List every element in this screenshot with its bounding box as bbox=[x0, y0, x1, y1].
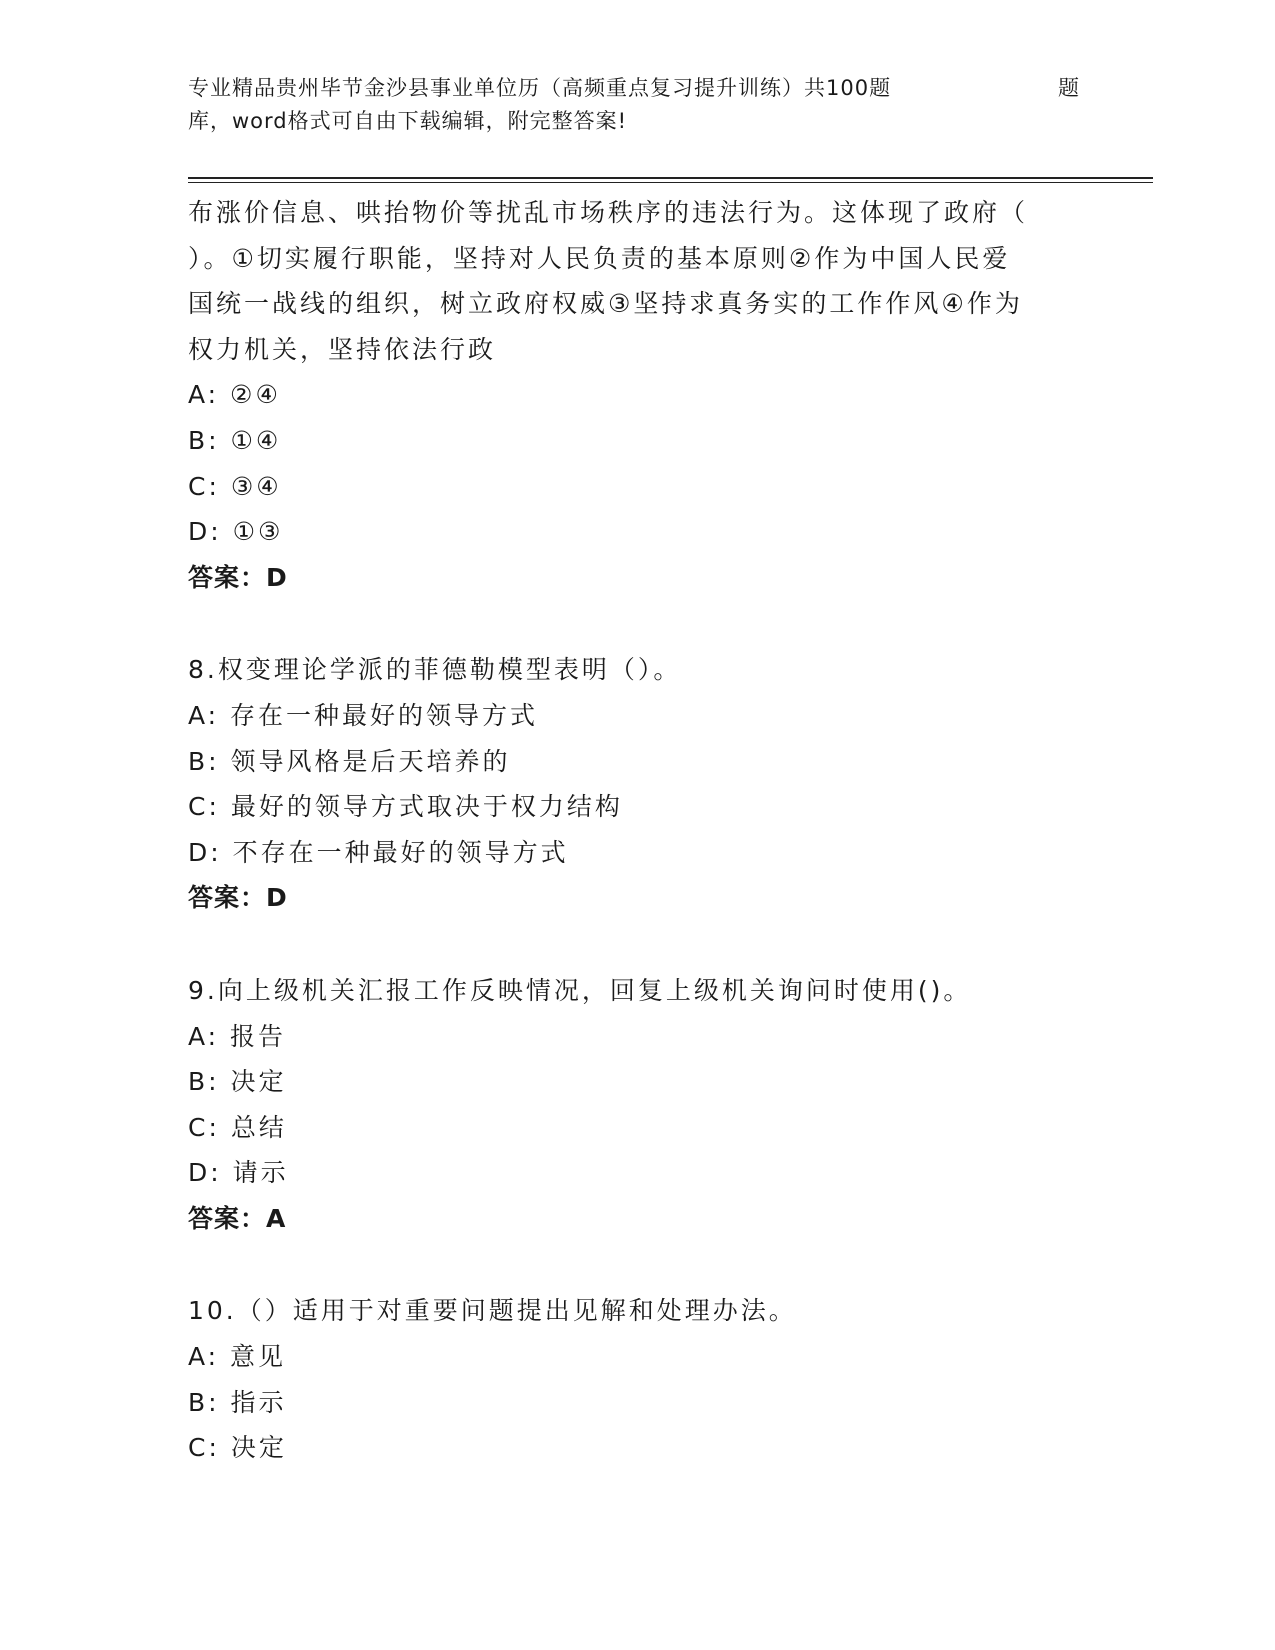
option-c: C: 总结 bbox=[188, 1112, 287, 1142]
question-7 bbox=[188, 190, 1088, 600]
answer-text: 答案：D bbox=[188, 562, 288, 592]
header-divider-thick bbox=[188, 177, 1153, 179]
option-b: B: 指示 bbox=[188, 1387, 287, 1417]
option-c: C: ③④ bbox=[188, 471, 282, 501]
page-header bbox=[188, 72, 1088, 138]
header-line-2: 库，word格式可自由下载编辑，附完整答案! bbox=[188, 109, 628, 133]
answer-text: 答案：A bbox=[188, 1203, 287, 1233]
option-c: C: 最好的领导方式取决于权力结构 bbox=[188, 792, 623, 822]
option-a: A: 意见 bbox=[188, 1342, 287, 1372]
question-title: 8.权变理论学派的菲德勒模型表明（）。 bbox=[188, 655, 682, 685]
document-body bbox=[188, 190, 1088, 1516]
option-c: C: 决定 bbox=[188, 1433, 287, 1463]
option-b: B: 决定 bbox=[188, 1067, 287, 1097]
option-d: D: 不存在一种最好的领导方式 bbox=[188, 837, 569, 867]
question-stem-line: 权力机关，坚持依法行政 bbox=[188, 334, 497, 364]
question-title: 9.向上级机关汇报工作反映情况，回复上级机关询问时使用()。 bbox=[188, 975, 972, 1005]
question-8 bbox=[188, 647, 1088, 921]
option-d: D: 请示 bbox=[188, 1158, 289, 1188]
question-stem-line: 国统一战线的组织，树立政府权威③坚持求真务实的工作作风④作为 bbox=[188, 289, 1023, 319]
question-title: 10.（）适用于对重要问题提出见解和处理办法。 bbox=[188, 1296, 797, 1326]
option-a: A: 存在一种最好的领导方式 bbox=[188, 700, 539, 730]
header-line-1-tail: 题 bbox=[1058, 76, 1080, 100]
option-b: B: 领导风格是后天培养的 bbox=[188, 746, 511, 776]
question-stem-line: 布涨价信息、哄抬物价等扰乱市场秩序的违法行为。这体现了政府（ bbox=[188, 198, 1029, 227]
question-10 bbox=[188, 1288, 1088, 1470]
header-line-1: 专业精品贵州毕节金沙县事业单位历（高频重点复习提升训练）共100题 bbox=[188, 76, 892, 100]
question-stem-line: ）。①切实履行职能，坚持对人民负责的基本原则②作为中国人民爱 bbox=[188, 243, 1011, 273]
question-9 bbox=[188, 968, 1088, 1242]
header-divider-thin bbox=[188, 182, 1153, 183]
option-d: D: ①③ bbox=[188, 517, 284, 547]
option-a: A: ②④ bbox=[188, 380, 281, 410]
option-b: B: ①④ bbox=[188, 425, 282, 455]
answer-text: 答案：D bbox=[188, 883, 288, 913]
option-a: A: 报告 bbox=[188, 1021, 287, 1051]
